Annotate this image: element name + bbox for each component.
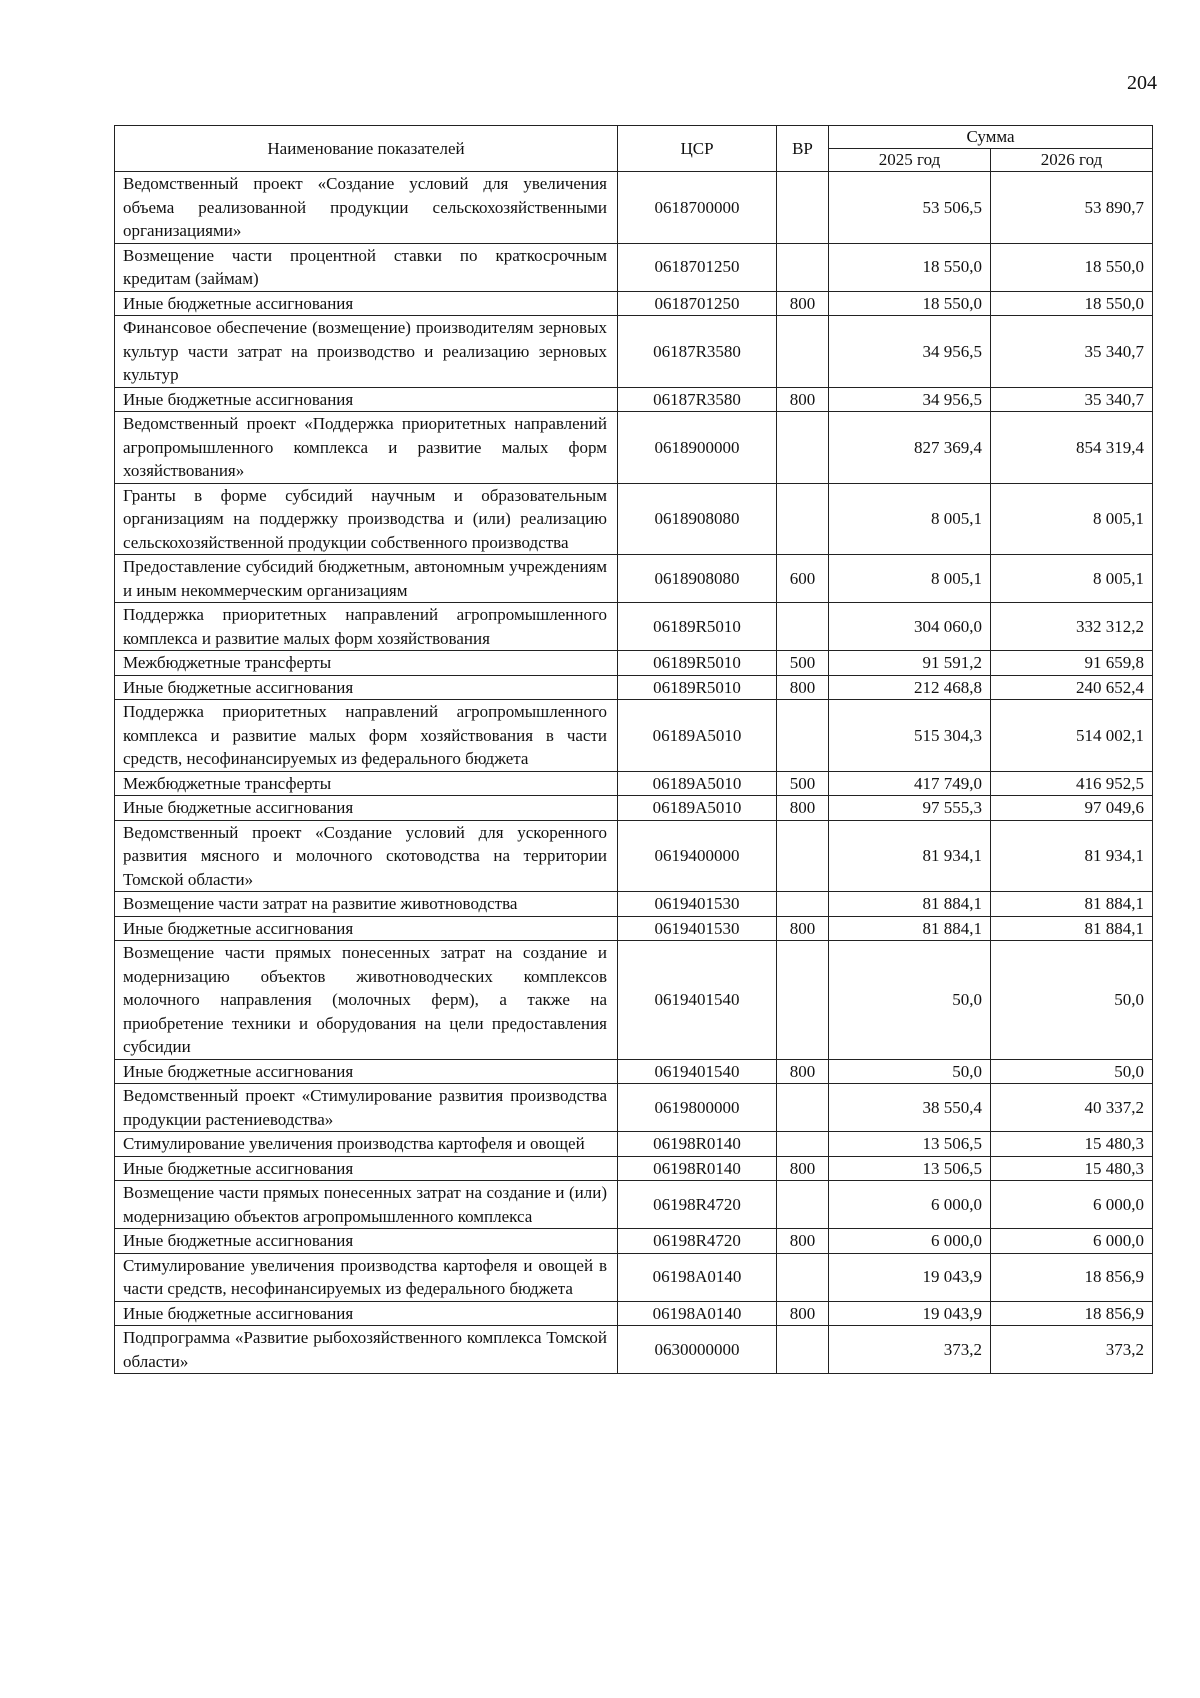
table-row bbox=[115, 316, 1153, 388]
row-csr-cell: 0618908080 bbox=[618, 483, 777, 555]
header-year-2025: 2025 год bbox=[829, 149, 991, 172]
row-csr-cell: 06189R5010 bbox=[618, 651, 777, 676]
row-amount-2026-cell: 18 550,0 bbox=[991, 291, 1153, 316]
row-amount-2026-cell: 35 340,7 bbox=[991, 316, 1153, 388]
row-amount-2025-cell: 34 956,5 bbox=[829, 387, 991, 412]
page-number: 204 bbox=[1127, 72, 1157, 94]
row-csr-cell: 06198R4720 bbox=[618, 1229, 777, 1254]
row-vr-cell bbox=[777, 243, 829, 291]
header-name: Наименование показателей bbox=[115, 126, 618, 172]
row-csr-cell: 0618908080 bbox=[618, 555, 777, 603]
row-amount-2026-cell: 97 049,6 bbox=[991, 796, 1153, 821]
row-amount-2026-cell: 53 890,7 bbox=[991, 172, 1153, 244]
row-vr-cell: 800 bbox=[777, 291, 829, 316]
row-vr-cell: 800 bbox=[777, 916, 829, 941]
row-amount-2026-cell: 18 550,0 bbox=[991, 243, 1153, 291]
row-amount-2025-cell: 6 000,0 bbox=[829, 1181, 991, 1229]
row-amount-2026-cell: 6 000,0 bbox=[991, 1181, 1153, 1229]
header-sum: Сумма bbox=[829, 126, 1153, 149]
row-amount-2026-cell: 91 659,8 bbox=[991, 651, 1153, 676]
row-vr-cell: 800 bbox=[777, 796, 829, 821]
row-amount-2025-cell: 373,2 bbox=[829, 1326, 991, 1374]
row-amount-2025-cell: 53 506,5 bbox=[829, 172, 991, 244]
row-csr-cell: 0619800000 bbox=[618, 1084, 777, 1132]
table-row bbox=[115, 700, 1153, 772]
row-vr-cell: 500 bbox=[777, 771, 829, 796]
row-vr-cell: 800 bbox=[777, 1301, 829, 1326]
row-vr-cell: 600 bbox=[777, 555, 829, 603]
row-name-cell: Финансовое обеспечение (возмещение) производителям зерновых культур части затрат на производство и реализацию зерновых культур bbox=[115, 316, 618, 388]
row-amount-2026-cell: 854 319,4 bbox=[991, 412, 1153, 484]
row-amount-2026-cell: 15 480,3 bbox=[991, 1132, 1153, 1157]
row-amount-2025-cell: 19 043,9 bbox=[829, 1301, 991, 1326]
row-amount-2026-cell: 416 952,5 bbox=[991, 771, 1153, 796]
row-name-cell: Межбюджетные трансферты bbox=[115, 771, 618, 796]
row-csr-cell: 06198R0140 bbox=[618, 1132, 777, 1157]
row-amount-2025-cell: 18 550,0 bbox=[829, 291, 991, 316]
row-name-cell: Поддержка приоритетных направлений агропромышленного комплекса и развитие малых форм хозяйствования в части средств, несофинансируемых из федерального бюджета bbox=[115, 700, 618, 772]
row-name-cell: Стимулирование увеличения производства картофеля и овощей в части средств, несофинансируемых из федерального бюджета bbox=[115, 1253, 618, 1301]
table-row bbox=[115, 1084, 1153, 1132]
row-name-cell: Подпрограмма «Развитие рыбохозяйственного комплекса Томской области» bbox=[115, 1326, 618, 1374]
row-csr-cell: 06198R4720 bbox=[618, 1181, 777, 1229]
header-vr: ВР bbox=[777, 126, 829, 172]
table-row bbox=[115, 892, 1153, 917]
row-vr-cell: 800 bbox=[777, 1229, 829, 1254]
table-header bbox=[115, 126, 1153, 172]
row-name-cell: Предоставление субсидий бюджетным, автономным учреждениям и иным некоммерческим организациям bbox=[115, 555, 618, 603]
row-csr-cell: 0630000000 bbox=[618, 1326, 777, 1374]
row-csr-cell: 06189A5010 bbox=[618, 700, 777, 772]
row-csr-cell: 06187R3580 bbox=[618, 387, 777, 412]
row-amount-2026-cell: 332 312,2 bbox=[991, 603, 1153, 651]
table-row bbox=[115, 1326, 1153, 1374]
table-row bbox=[115, 291, 1153, 316]
row-vr-cell bbox=[777, 603, 829, 651]
row-vr-cell bbox=[777, 412, 829, 484]
row-csr-cell: 0619401540 bbox=[618, 1059, 777, 1084]
row-amount-2026-cell: 8 005,1 bbox=[991, 555, 1153, 603]
row-csr-cell: 06198A0140 bbox=[618, 1301, 777, 1326]
table-row bbox=[115, 1229, 1153, 1254]
header-year-2026: 2026 год bbox=[991, 149, 1153, 172]
row-vr-cell bbox=[777, 892, 829, 917]
row-amount-2025-cell: 18 550,0 bbox=[829, 243, 991, 291]
row-name-cell: Возмещение части затрат на развитие животноводства bbox=[115, 892, 618, 917]
row-csr-cell: 0618701250 bbox=[618, 291, 777, 316]
row-amount-2025-cell: 8 005,1 bbox=[829, 483, 991, 555]
row-vr-cell bbox=[777, 1326, 829, 1374]
row-amount-2026-cell: 15 480,3 bbox=[991, 1156, 1153, 1181]
table-row bbox=[115, 483, 1153, 555]
table-row bbox=[115, 387, 1153, 412]
row-name-cell: Ведомственный проект «Стимулирование развития производства продукции растениеводства» bbox=[115, 1084, 618, 1132]
row-amount-2026-cell: 81 884,1 bbox=[991, 916, 1153, 941]
row-csr-cell: 06189A5010 bbox=[618, 796, 777, 821]
row-vr-cell bbox=[777, 941, 829, 1060]
row-csr-cell: 0618700000 bbox=[618, 172, 777, 244]
table-row bbox=[115, 1301, 1153, 1326]
row-amount-2026-cell: 6 000,0 bbox=[991, 1229, 1153, 1254]
row-csr-cell: 0618900000 bbox=[618, 412, 777, 484]
row-vr-cell: 500 bbox=[777, 651, 829, 676]
row-csr-cell: 0619400000 bbox=[618, 820, 777, 892]
table-row bbox=[115, 675, 1153, 700]
row-name-cell: Поддержка приоритетных направлений агропромышленного комплекса и развитие малых форм хозяйствования bbox=[115, 603, 618, 651]
row-name-cell: Иные бюджетные ассигнования bbox=[115, 675, 618, 700]
row-amount-2025-cell: 34 956,5 bbox=[829, 316, 991, 388]
row-vr-cell: 800 bbox=[777, 1059, 829, 1084]
row-name-cell: Возмещение части процентной ставки по краткосрочным кредитам (займам) bbox=[115, 243, 618, 291]
row-amount-2025-cell: 6 000,0 bbox=[829, 1229, 991, 1254]
row-amount-2026-cell: 373,2 bbox=[991, 1326, 1153, 1374]
row-amount-2026-cell: 81 884,1 bbox=[991, 892, 1153, 917]
row-amount-2026-cell: 240 652,4 bbox=[991, 675, 1153, 700]
row-amount-2025-cell: 13 506,5 bbox=[829, 1156, 991, 1181]
row-amount-2026-cell: 18 856,9 bbox=[991, 1253, 1153, 1301]
row-name-cell: Межбюджетные трансферты bbox=[115, 651, 618, 676]
row-amount-2025-cell: 827 369,4 bbox=[829, 412, 991, 484]
row-vr-cell bbox=[777, 483, 829, 555]
row-name-cell: Ведомственный проект «Создание условий для увеличения объема реализованной продукции сельскохозяйственными организациями» bbox=[115, 172, 618, 244]
header-csr: ЦСР bbox=[618, 126, 777, 172]
row-name-cell: Возмещение части прямых понесенных затрат на создание и (или) модернизацию объектов агропромышленного комплекса bbox=[115, 1181, 618, 1229]
row-amount-2026-cell: 81 934,1 bbox=[991, 820, 1153, 892]
row-name-cell: Ведомственный проект «Создание условий для ускоренного развития мясного и молочного скотоводства на территории Томской области» bbox=[115, 820, 618, 892]
row-amount-2026-cell: 40 337,2 bbox=[991, 1084, 1153, 1132]
row-amount-2026-cell: 50,0 bbox=[991, 1059, 1153, 1084]
table-row bbox=[115, 651, 1153, 676]
row-vr-cell: 800 bbox=[777, 1156, 829, 1181]
row-amount-2025-cell: 97 555,3 bbox=[829, 796, 991, 821]
row-name-cell: Стимулирование увеличения производства картофеля и овощей bbox=[115, 1132, 618, 1157]
row-vr-cell bbox=[777, 1132, 829, 1157]
row-vr-cell bbox=[777, 1084, 829, 1132]
row-name-cell: Иные бюджетные ассигнования bbox=[115, 796, 618, 821]
row-amount-2025-cell: 13 506,5 bbox=[829, 1132, 991, 1157]
row-csr-cell: 06198R0140 bbox=[618, 1156, 777, 1181]
row-name-cell: Возмещение части прямых понесенных затрат на создание и модернизацию объектов животноводческих комплексов молочного направления (молочных ферм), а также на приобретение техники и оборудования на цели предоставления субсидии bbox=[115, 941, 618, 1060]
budget-table bbox=[114, 125, 1153, 1374]
row-csr-cell: 0619401530 bbox=[618, 892, 777, 917]
row-name-cell: Иные бюджетные ассигнования bbox=[115, 291, 618, 316]
row-amount-2025-cell: 8 005,1 bbox=[829, 555, 991, 603]
row-csr-cell: 0618701250 bbox=[618, 243, 777, 291]
row-name-cell: Иные бюджетные ассигнования bbox=[115, 1301, 618, 1326]
row-csr-cell: 0619401540 bbox=[618, 941, 777, 1060]
row-vr-cell bbox=[777, 1253, 829, 1301]
table-row bbox=[115, 941, 1153, 1060]
row-vr-cell: 800 bbox=[777, 387, 829, 412]
row-vr-cell: 800 bbox=[777, 675, 829, 700]
table-row bbox=[115, 1156, 1153, 1181]
row-name-cell: Иные бюджетные ассигнования bbox=[115, 916, 618, 941]
row-csr-cell: 06187R3580 bbox=[618, 316, 777, 388]
table-row bbox=[115, 1253, 1153, 1301]
row-amount-2025-cell: 417 749,0 bbox=[829, 771, 991, 796]
table-row bbox=[115, 603, 1153, 651]
row-name-cell: Иные бюджетные ассигнования bbox=[115, 1059, 618, 1084]
row-amount-2025-cell: 212 468,8 bbox=[829, 675, 991, 700]
row-amount-2025-cell: 81 884,1 bbox=[829, 916, 991, 941]
row-name-cell: Гранты в форме субсидий научным и образовательным организациям на поддержку производства и (или) реализацию сельскохозяйственной продукции собственного производства bbox=[115, 483, 618, 555]
row-csr-cell: 0619401530 bbox=[618, 916, 777, 941]
row-amount-2025-cell: 515 304,3 bbox=[829, 700, 991, 772]
row-amount-2025-cell: 91 591,2 bbox=[829, 651, 991, 676]
row-vr-cell bbox=[777, 1181, 829, 1229]
table-body bbox=[115, 172, 1153, 1374]
table-row bbox=[115, 243, 1153, 291]
row-name-cell: Ведомственный проект «Поддержка приоритетных направлений агропромышленного комплекса и развитие малых форм хозяйствования» bbox=[115, 412, 618, 484]
row-name-cell: Иные бюджетные ассигнования bbox=[115, 1156, 618, 1181]
row-vr-cell bbox=[777, 316, 829, 388]
row-amount-2025-cell: 50,0 bbox=[829, 941, 991, 1060]
table-row bbox=[115, 1181, 1153, 1229]
table-row bbox=[115, 771, 1153, 796]
row-vr-cell bbox=[777, 820, 829, 892]
table-row bbox=[115, 820, 1153, 892]
row-amount-2026-cell: 514 002,1 bbox=[991, 700, 1153, 772]
table-row bbox=[115, 1132, 1153, 1157]
row-amount-2025-cell: 304 060,0 bbox=[829, 603, 991, 651]
row-amount-2025-cell: 50,0 bbox=[829, 1059, 991, 1084]
table-row bbox=[115, 916, 1153, 941]
row-name-cell: Иные бюджетные ассигнования bbox=[115, 1229, 618, 1254]
row-csr-cell: 06189R5010 bbox=[618, 675, 777, 700]
table-row bbox=[115, 172, 1153, 244]
table-row bbox=[115, 412, 1153, 484]
row-vr-cell bbox=[777, 700, 829, 772]
row-vr-cell bbox=[777, 172, 829, 244]
row-name-cell: Иные бюджетные ассигнования bbox=[115, 387, 618, 412]
table-row bbox=[115, 1059, 1153, 1084]
row-amount-2026-cell: 8 005,1 bbox=[991, 483, 1153, 555]
table-row bbox=[115, 555, 1153, 603]
row-amount-2025-cell: 81 934,1 bbox=[829, 820, 991, 892]
row-csr-cell: 06198A0140 bbox=[618, 1253, 777, 1301]
row-amount-2026-cell: 18 856,9 bbox=[991, 1301, 1153, 1326]
row-amount-2025-cell: 19 043,9 bbox=[829, 1253, 991, 1301]
row-csr-cell: 06189A5010 bbox=[618, 771, 777, 796]
table-row bbox=[115, 796, 1153, 821]
row-amount-2025-cell: 81 884,1 bbox=[829, 892, 991, 917]
row-csr-cell: 06189R5010 bbox=[618, 603, 777, 651]
row-amount-2025-cell: 38 550,4 bbox=[829, 1084, 991, 1132]
row-amount-2026-cell: 50,0 bbox=[991, 941, 1153, 1060]
row-amount-2026-cell: 35 340,7 bbox=[991, 387, 1153, 412]
